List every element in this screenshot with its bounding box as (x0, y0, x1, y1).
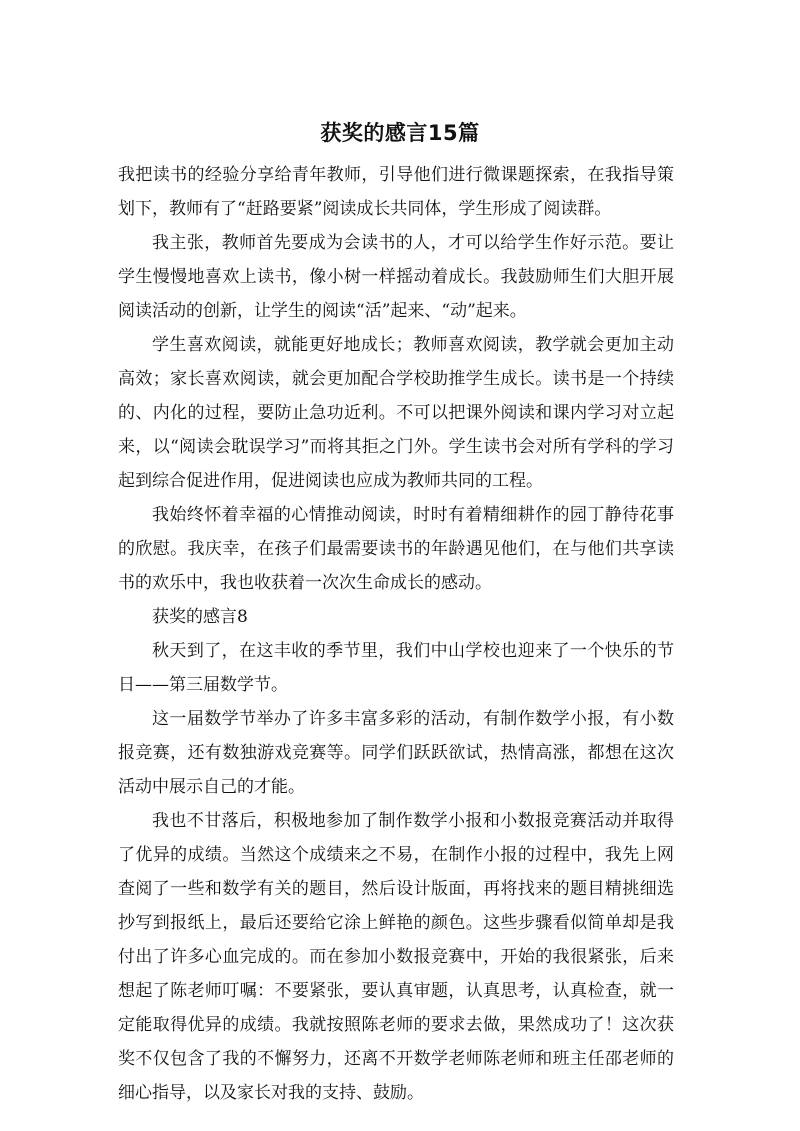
paragraph: 秋天到了，在这丰收的季节里，我们中山学校也迎来了一个快乐的节日——第三届数学节。 (118, 641, 674, 695)
paragraph: 我把读书的经验分享给青年教师，引导他们进行微课题探索，在我指导策划下，教师有了“赶路要紧”阅读成长共同体，学生形成了阅读群。 (118, 165, 674, 219)
document-body (118, 158, 674, 1110)
paragraph: 我始终怀着幸福的心情推动阅读，时时有着精细耕作的园丁静待花事的欣慰。我庆幸，在孩子们最需要读书的年龄遇见他们，在与他们共享读书的欢乐中，我也收获着一次次生命成长的感动。 (118, 505, 674, 593)
paragraph: 我也不甘落后，积极地参加了制作数学小报和小数报竞赛活动并取得了优异的成绩。当然这个成绩来之不易，在制作小报的过程中，我先上网查阅了一些和数学有关的题目，然后设计版面，再将找来的题目精挑细选抄写到报纸上，最后还要给它涂上鲜艳的颜色。这些步骤看似简单却是我付出了许多心血完成的。而在参加小数报竞赛中，开始的我很紧张，后来想起了陈老师叮嘱：不要紧张，要认真审题，认真思考，认真检查，就一定能取得优异的成绩。我就按照陈老师的要求去做，果然成功了！这次获奖不仅包含了我的不懈努力，还离不开数学老师陈老师和班主任邵老师的细心指导，以及家长对我的支持、鼓励。 (118, 811, 674, 1103)
document-title: 获奖的感言15篇 (320, 121, 480, 145)
section-heading: 获奖的感言8 (152, 607, 248, 627)
paragraph: 学生喜欢阅读，就能更好地成长；教师喜欢阅读，教学就会更加主动高效；家长喜欢阅读，就会更加配合学校助推学生成长。读书是一个持续的、内化的过程，要防止急功近利。不可以把课外阅读和课内学习对立起来，以“阅读会耽误学习”而将其拒之门外。学生读书会对所有学科的学习起到综合促进作用，促进阅读也应成为教师共同的工程。 (118, 335, 674, 491)
paragraph: 这一届数学节举办了许多丰富多彩的活动，有制作数学小报，有小数报竞赛，还有数独游戏竞赛等。同学们跃跃欲试，热情高涨，都想在这次活动中展示自己的才能。 (118, 709, 674, 797)
paragraph: 我主张，教师首先要成为会读书的人，才可以给学生作好示范。要让学生慢慢地喜欢上读书，像小树一样摇动着成长。我鼓励师生们大胆开展阅读活动的创新，让学生的阅读“活”起来、“动”起来。 (118, 233, 674, 321)
